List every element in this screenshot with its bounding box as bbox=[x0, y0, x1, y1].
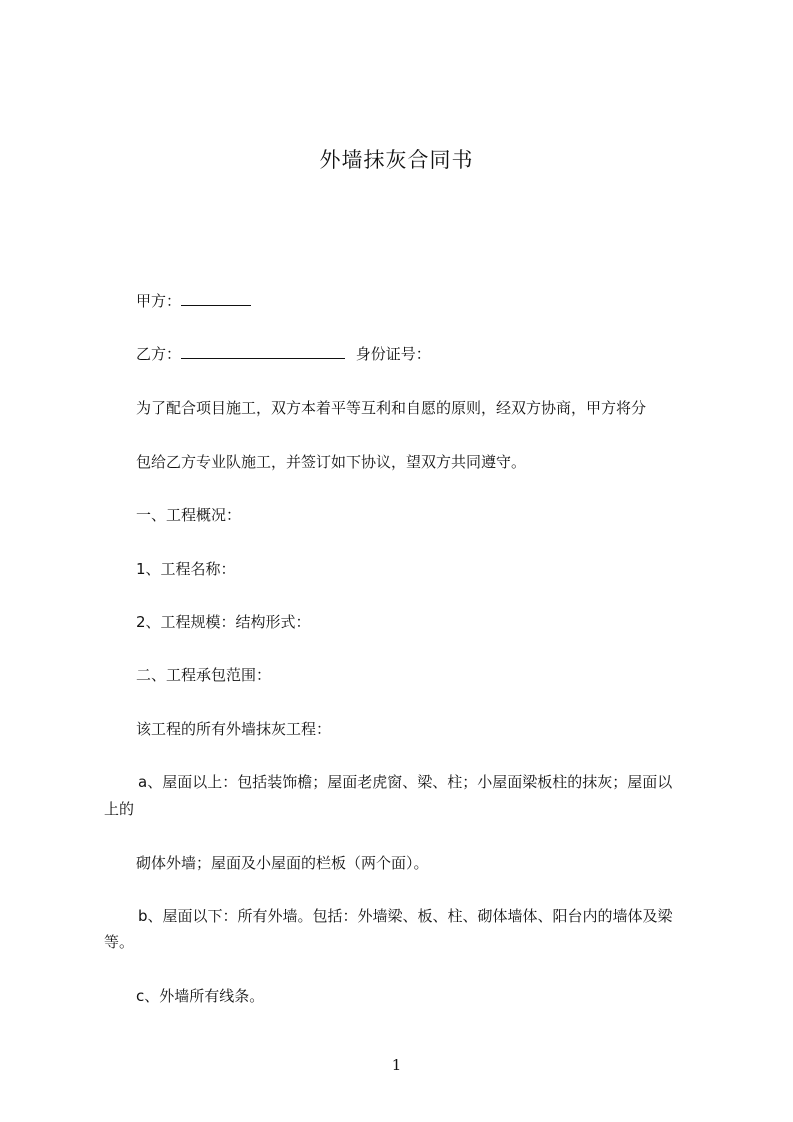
project-name-item: 1、工程名称： bbox=[136, 560, 236, 578]
intro-line-1: 为了配合项目施工，双方本着平等互利和自愿的原则，经双方协商，甲方将分 bbox=[136, 399, 647, 417]
party-a-blank bbox=[181, 291, 251, 306]
party-a-label: 甲方： bbox=[136, 292, 182, 310]
party-b-label: 乙方： bbox=[136, 345, 182, 363]
project-scale-item: 2、工程规模：结构形式： bbox=[136, 613, 311, 631]
scope-a-line-2: 上的 bbox=[104, 800, 135, 818]
section-2-heading: 二、工程承包范围： bbox=[136, 666, 272, 684]
scope-b-line-2: 等。 bbox=[104, 933, 135, 951]
scope-a-line-1: a、屋面以上：包括装饰檐；屋面老虎窗、梁、柱；小屋面梁板柱的抹灰；屋面以 bbox=[138, 773, 673, 791]
page-number: 1 bbox=[391, 1056, 402, 1074]
id-number-label: 身份证号： bbox=[355, 345, 431, 363]
intro-line-2: 包给乙方专业队施工，并签订如下协议，望双方共同遵守。 bbox=[136, 453, 527, 471]
scope-lead: 该工程的所有外墙抹灰工程： bbox=[136, 720, 332, 738]
section-1-heading: 一、工程概况： bbox=[136, 506, 242, 524]
party-b-blank bbox=[181, 344, 345, 359]
scope-a-line-3: 砌体外墙；屋面及小屋面的栏板（两个面）。 bbox=[136, 854, 429, 872]
party-a-line bbox=[136, 291, 251, 311]
scope-b-line-1: b、屋面以下：所有外墙。包括：外墙梁、板、柱、砌体墙体、阳台内的墙体及梁 bbox=[138, 907, 673, 925]
scope-c-line: c、外墙所有线条。 bbox=[136, 987, 265, 1005]
document-title: 外墙抹灰合同书 bbox=[319, 148, 474, 172]
party-b-line bbox=[136, 344, 431, 364]
